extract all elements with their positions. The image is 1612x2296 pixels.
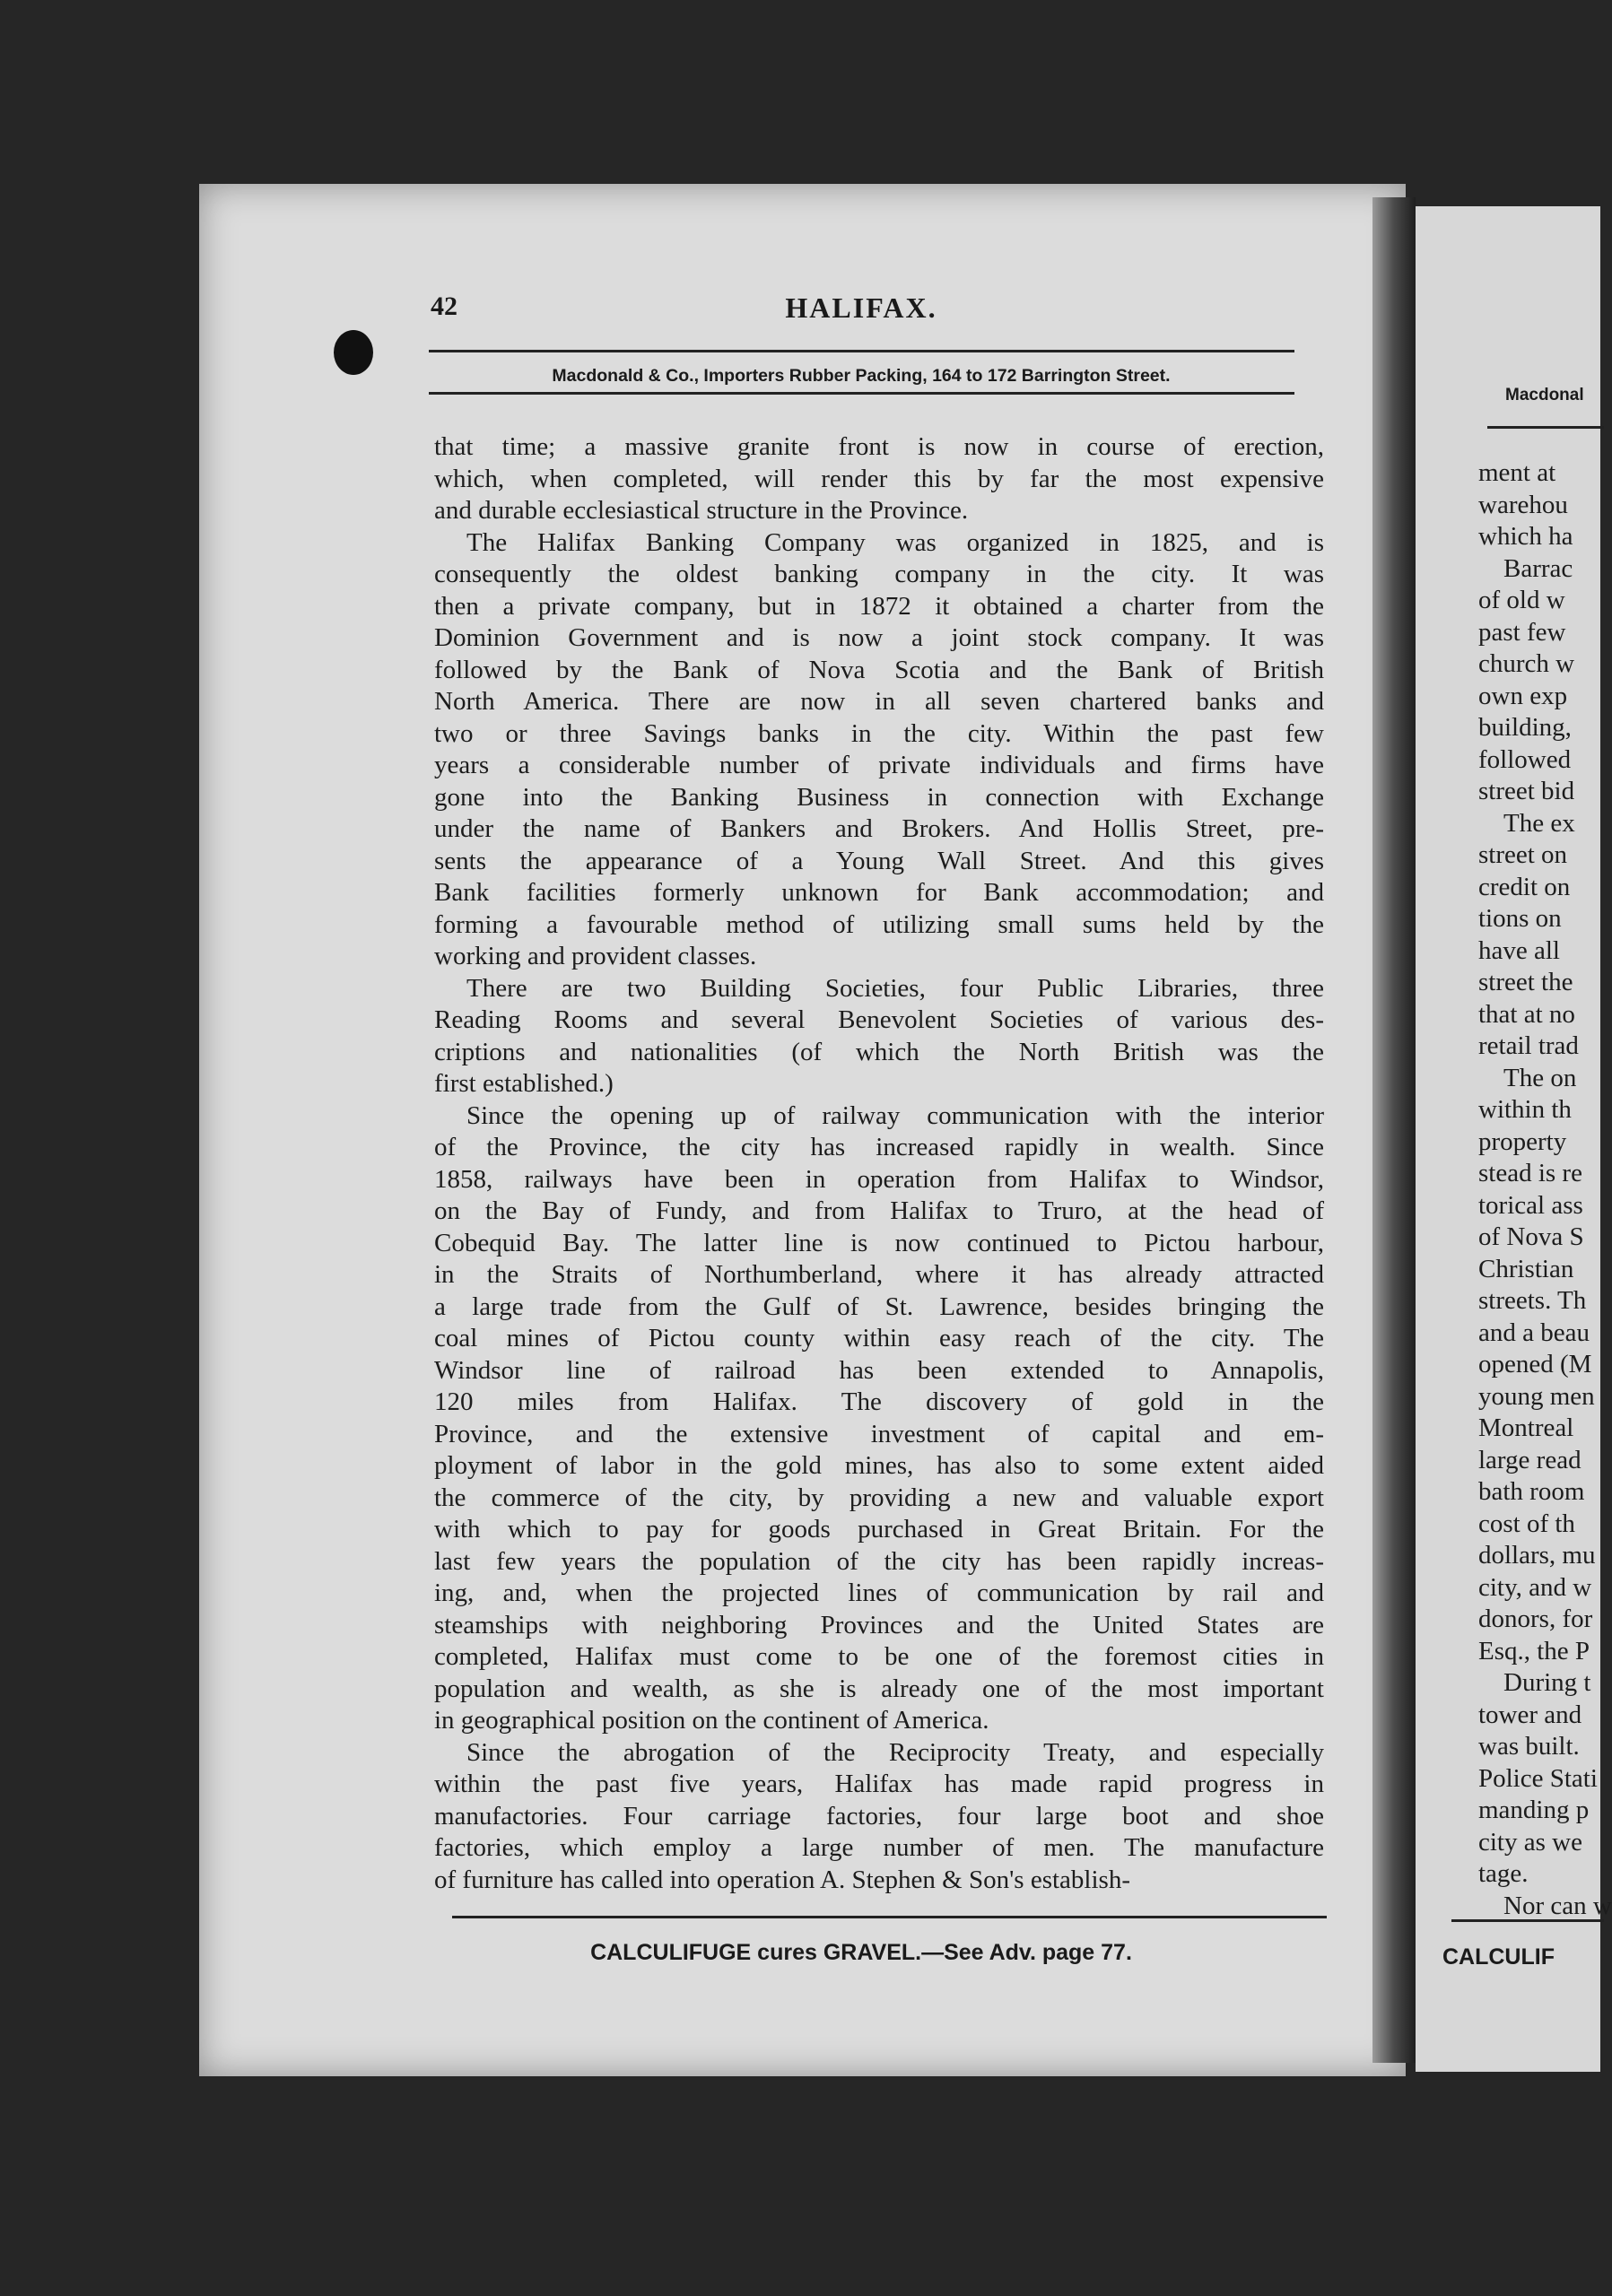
facing-text-line: own exp: [1478, 681, 1568, 710]
facing-page-text: [1478, 457, 1612, 1922]
facing-text-line: large read: [1478, 1445, 1582, 1474]
text-line: Since the opening up of railway communication with the interior: [466, 1100, 1324, 1130]
running-head: [431, 291, 1292, 327]
facing-text-line: bath room: [1478, 1477, 1585, 1506]
facing-text-line: tions on: [1478, 904, 1562, 933]
text-line: in the Straits of Northumberland, where it has already attracted: [434, 1260, 1324, 1289]
facing-text-line: Nor can w: [1503, 1891, 1612, 1920]
text-line: in geographical position on the continent of America.: [434, 1706, 989, 1735]
facing-text-line: that at no: [1478, 999, 1575, 1029]
text-line: 1858, railways have been in operation from Halifax to Windsor,: [434, 1164, 1324, 1194]
facing-text-line: property: [1478, 1126, 1567, 1156]
facing-text-line: The ex: [1503, 808, 1575, 838]
text-line: followed by the Bank of Nova Scotia and the Bank of British: [434, 655, 1324, 684]
text-line: with which to pay for goods purchased in Great Britain. For the: [434, 1515, 1324, 1544]
text-line: North America. There are now in all seven chartered banks and: [434, 687, 1324, 716]
facing-footer: CALCULIF: [1442, 1944, 1555, 1970]
text-line: which, when completed, will render this by far the most expensive: [434, 464, 1324, 493]
text-line: Windsor line of railroad has been extended to Annapolis,: [434, 1355, 1324, 1385]
text-line: factories, which employ a large number of men. The manufacture: [434, 1833, 1324, 1862]
facing-text-line: tower and: [1478, 1700, 1582, 1729]
text-line: criptions and nationalities (of which the North British was the: [434, 1037, 1324, 1066]
facing-text-line: retail trad: [1478, 1031, 1579, 1060]
text-line: Province, and the extensive investment of capital and em-: [434, 1419, 1324, 1448]
facing-footer-rule: [1451, 1919, 1604, 1922]
facing-text-line: Police Stati: [1478, 1763, 1598, 1793]
facing-text-line: The on: [1503, 1063, 1577, 1092]
facing-text-line: of Nova S: [1478, 1222, 1584, 1251]
advertisement-header: Macdonald & Co., Importers Rubber Packing, 164 to 172 Barrington Street.: [552, 366, 1171, 386]
text-line: first established.): [434, 1069, 614, 1098]
facing-text-line: donors, for: [1478, 1605, 1593, 1633]
facing-text-line: warehou: [1478, 490, 1568, 519]
text-line: two or three Savings banks in the city. Within the past few: [434, 718, 1324, 748]
facing-text-line: young men: [1478, 1381, 1595, 1411]
text-line: that time; a massive granite front is now in course of erection,: [434, 432, 1324, 461]
text-line: ing, and, when the projected lines of communication by rail and: [434, 1578, 1324, 1607]
facing-text-line: which ha: [1478, 522, 1573, 551]
facing-text-line: city, and w: [1478, 1572, 1592, 1602]
text-line: under the name of Bankers and Brokers. And Hollis Street, pre-: [434, 814, 1324, 843]
header-rule-bottom: [429, 392, 1294, 395]
facing-text-line: street bid: [1478, 777, 1575, 805]
text-line: of furniture has called into operation A. Stephen & Son's establish-: [434, 1865, 1130, 1894]
text-line: gone into the Banking Business in connection with Exchange: [434, 782, 1324, 812]
text-line: Cobequid Bay. The latter line is now continued to Pictou harbour,: [434, 1228, 1324, 1257]
facing-text-line: was built.: [1478, 1732, 1580, 1761]
facing-text-line: cost of th: [1478, 1509, 1575, 1538]
text-line: manufactories. Four carriage factories, four large boot and shoe: [434, 1801, 1324, 1831]
facing-page: [1416, 206, 1612, 2072]
punch-hole: [334, 330, 373, 375]
text-line: the commerce of the city, by providing a new and valuable export: [434, 1483, 1324, 1512]
text-line: forming a favourable method of utilizing small sums held by the: [434, 909, 1324, 939]
facing-header-rule: [1487, 426, 1604, 429]
text-line: Reading Rooms and several Benevolent Societies of various des-: [434, 1005, 1324, 1034]
text-line: last few years the population of the city has been rapidly increas-: [434, 1546, 1324, 1576]
text-line: The Halifax Banking Company was organized in 1825, and is: [466, 527, 1324, 557]
facing-text-line: have all: [1478, 935, 1560, 965]
text-line: then a private company, but in 1872 it obtained a charter from the: [434, 591, 1324, 621]
facing-text-line: Esq., the P: [1478, 1636, 1590, 1665]
facing-text-line: street the: [1478, 968, 1573, 996]
facing-text-line: Barrac: [1503, 553, 1573, 583]
facing-text-line: opened (M: [1478, 1350, 1592, 1378]
book-gutter: [1372, 197, 1416, 2063]
text-line: years a considerable number of private individuals and firms have: [434, 751, 1324, 779]
facing-text-line: stead is re: [1478, 1159, 1582, 1187]
facing-text-line: church w: [1478, 649, 1575, 678]
facing-text-line: Montreal: [1478, 1413, 1574, 1442]
text-line: population and wealth, as she is already one of the most important: [434, 1674, 1324, 1703]
facing-text-line: tage.: [1478, 1859, 1529, 1888]
facing-text-line: manding p: [1478, 1796, 1590, 1824]
text-line: sents the appearance of a Young Wall Street. And this gives: [434, 846, 1324, 875]
text-line: Bank facilities formerly unknown for Bank accommodation; and: [434, 878, 1324, 907]
text-line: and durable ecclesiastical structure in the Province.: [434, 496, 969, 525]
text-line: within the past five years, Halifax has made rapid progress in: [434, 1770, 1324, 1798]
facing-text-line: streets. Th: [1478, 1286, 1587, 1315]
text-line: 120 miles from Halifax. The discovery of gold in the: [434, 1387, 1324, 1416]
text-line: on the Bay of Fundy, and from Halifax to Truro, at the head of: [434, 1196, 1324, 1225]
facing-text-line: Christian: [1478, 1254, 1574, 1283]
facing-text-line: dollars, mu: [1478, 1541, 1596, 1570]
facing-text-line: street on: [1478, 840, 1568, 869]
facing-text-line: torical ass: [1478, 1190, 1583, 1220]
header-rule-top: [429, 350, 1294, 352]
text-line: working and provident classes.: [434, 942, 757, 970]
facing-text-line: past few: [1478, 617, 1566, 647]
text-line: steamships with neighboring Provinces and the United States are: [434, 1610, 1324, 1639]
text-line: consequently the oldest banking company in the city. It was: [434, 560, 1324, 588]
text-line: ployment of labor in the gold mines, has also to some extent aided: [434, 1451, 1324, 1480]
running-title: HALIFAX.: [785, 291, 937, 324]
facing-text-line: followed: [1478, 744, 1572, 774]
text-line: of the Province, the city has increased rapidly in wealth. Since: [434, 1133, 1324, 1161]
text-line: coal mines of Pictou county within easy reach of the city. The: [434, 1324, 1324, 1352]
footer-advertisement: CALCULIFUGE cures GRAVEL.—See Adv. page 77.: [590, 1940, 1132, 1965]
facing-text-line: ment at: [1478, 458, 1556, 487]
text-line: completed, Halifax must come to be one of the foremost cities in: [434, 1642, 1324, 1671]
text-line: There are two Building Societies, four Public Libraries, three: [466, 973, 1324, 1003]
body-text: [434, 431, 1324, 1896]
facing-text-line: During t: [1503, 1668, 1591, 1697]
page-number: 42: [431, 291, 457, 321]
facing-text-line: credit on: [1478, 872, 1571, 901]
text-line: a large trade from the Gulf of St. Lawrence, besides bringing the: [434, 1292, 1324, 1321]
text-line: Since the abrogation of the Reciprocity Treaty, and especially: [466, 1737, 1324, 1767]
facing-text-line: within th: [1478, 1095, 1572, 1124]
facing-ad-header: Macdonal: [1505, 386, 1584, 404]
facing-text-line: and a beau: [1478, 1318, 1590, 1347]
facing-text-line: of old w: [1478, 586, 1565, 614]
facing-text-line: building,: [1478, 713, 1572, 742]
footer-rule: [452, 1916, 1327, 1918]
text-line: Dominion Government and is now a joint stock company. It was: [434, 623, 1324, 652]
facing-text-line: city as we: [1478, 1827, 1582, 1857]
